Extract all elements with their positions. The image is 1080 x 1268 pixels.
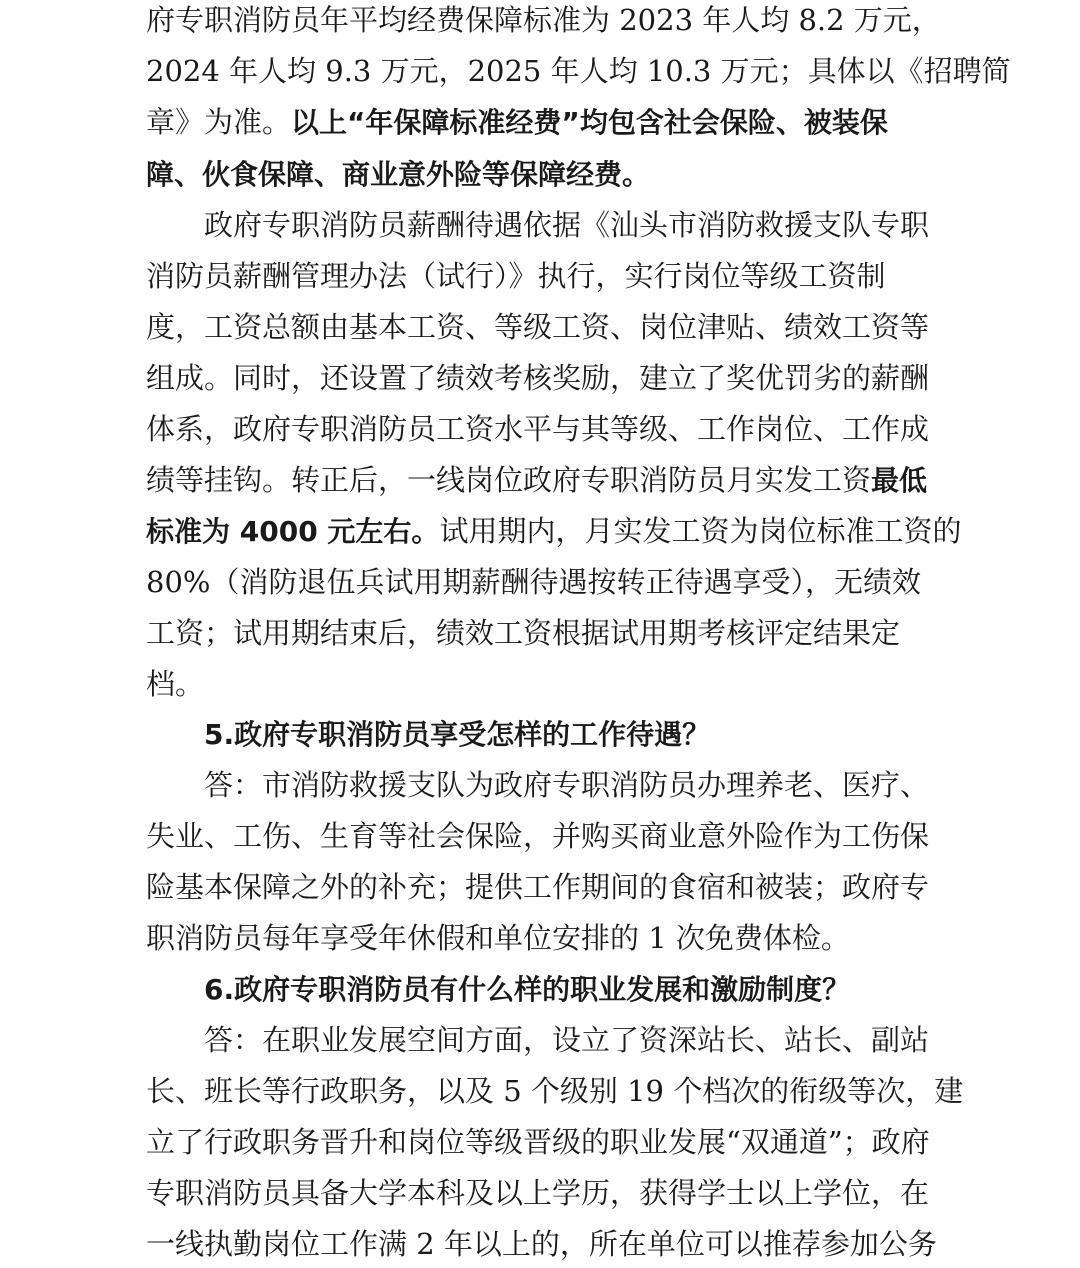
text-run: 绩等挂钩。转正后，一线岗位政府专职消防员月实发工资 [146, 463, 872, 497]
text-line-24 [146, 1173, 946, 1213]
text-run: 长、班长等行政职务，以及 5 个级别 19 个档次的衔级等次，建 [146, 1074, 964, 1108]
text-line-3 [146, 102, 946, 142]
text-run: 险基本保障之外的补充；提供工作期间的食宿和被装；政府专 [146, 870, 930, 904]
answer-start-line [204, 765, 944, 805]
text-run: 度，工资总额由基本工资、等级工资、岗位津贴、绩效工资等 [146, 310, 930, 344]
text-run: 职消防员每年享受年休假和单位安排的 1 次免费体检。 [146, 921, 850, 955]
text-run: 工资；试用期结束后，绩效工资根据试用期考核评定结果定 [146, 616, 901, 650]
text-run: 消防员薪酬管理办法（试行）》执行，实行岗位等级工资制 [146, 259, 886, 293]
text-line-23 [146, 1122, 946, 1162]
text-line-25 [146, 1224, 946, 1264]
text-line-2 [146, 51, 1011, 91]
text-run: 府专职消防员年平均经费保障标准为 2023 年人均 8.2 万元， [146, 3, 941, 37]
text-run: 答：在职业发展空间方面，设立了资深站长、站长、副站 [204, 1023, 930, 1057]
text-run: 政府专职消防员薪酬待遇依据《汕头市消防救援支队专职 [204, 208, 930, 242]
text-run: 档。 [146, 667, 205, 701]
text-line-11 [146, 511, 962, 551]
text-line-7 [146, 307, 946, 347]
text-line-12 [146, 562, 946, 602]
text-line-10 [146, 460, 946, 500]
text-run: 专职消防员具备大学本科及以上学历，获得学士以上学位，在 [146, 1176, 930, 1210]
heading-text: 5.政府专职消防员享受怎样的工作待遇？ [204, 718, 711, 751]
bold-text-run: 最低 [871, 464, 928, 497]
text-run: 80%（消防退伍兵试用期薪酬待遇按转正待遇享受），无绩效 [146, 565, 921, 599]
text-line-19 [146, 918, 946, 958]
paragraph-start-line [204, 205, 944, 245]
text-line-14 [146, 664, 946, 704]
text-line-18 [146, 867, 946, 907]
text-run: 试用期内，月实发工资为岗位标准工资的 [439, 514, 962, 548]
text-line-8 [146, 358, 946, 398]
bold-text-run: 标准为 4000 元左右。 [146, 515, 440, 548]
text-run: 立了行政职务晋升和岗位等级晋级的职业发展“双通道”；政府 [146, 1125, 930, 1159]
text-line-1 [146, 0, 946, 40]
text-run: 组成。同时，还设置了绩效考核奖励，建立了奖优罚劣的薪酬 [146, 361, 930, 395]
section-heading-6 [204, 969, 944, 1009]
text-run: 一线执勤岗位工作满 2 年以上的，所在单位可以推荐参加公务 [146, 1227, 937, 1261]
text-run: 章》为准。 [146, 105, 292, 139]
text-run: 2024 年人均 9.3 万元，2025 年人均 10.3 万元；具体以《招聘简 [146, 54, 1011, 88]
text-line-4 [146, 154, 946, 194]
bold-text-run: 以上“年保障标准经费”均包含社会保险、被装保 [291, 106, 888, 139]
text-line-9 [146, 409, 946, 449]
text-line-13 [146, 613, 946, 653]
text-line-22 [146, 1071, 964, 1111]
text-run: 失业、工伤、生育等社会保险，并购买商业意外险作为工伤保 [146, 819, 930, 853]
text-run: 答：市消防救援支队为政府专职消防员办理养老、医疗、 [204, 768, 930, 802]
bold-text-run: 障、伙食保障、商业意外险等保障经费。 [146, 158, 651, 191]
answer-start-line [204, 1020, 944, 1060]
section-heading-5 [204, 714, 944, 754]
heading-text: 6.政府专职消防员有什么样的职业发展和激励制度？ [204, 973, 851, 1006]
text-line-17 [146, 816, 946, 856]
text-line-6 [146, 256, 946, 296]
text-run: 体系，政府专职消防员工资水平与其等级、工作岗位、工作成 [146, 412, 930, 446]
